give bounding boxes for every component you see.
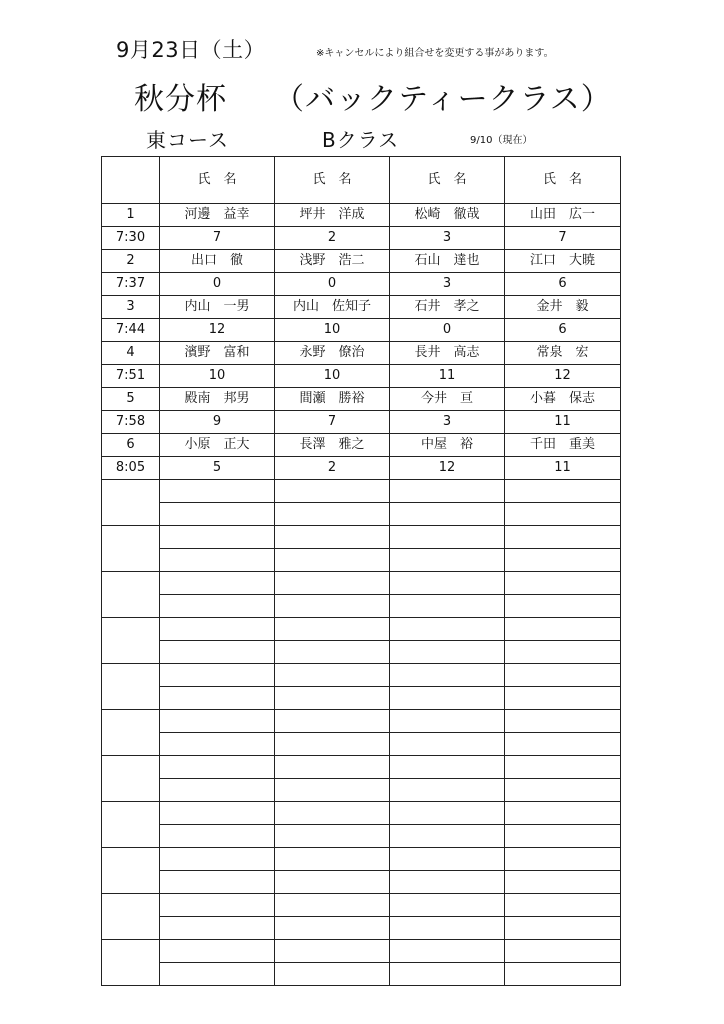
group-name-row <box>102 342 621 365</box>
empty-cell <box>505 549 621 572</box>
empty-group-cell <box>102 618 160 664</box>
empty-row <box>102 940 621 963</box>
empty-row <box>102 480 621 503</box>
empty-cell <box>275 963 390 986</box>
empty-row <box>102 871 621 894</box>
empty-cell <box>390 480 505 503</box>
empty-cell <box>160 733 275 756</box>
player-name: 石井 孝之 <box>390 296 505 319</box>
player-value: 3 <box>390 227 505 250</box>
empty-cell <box>160 894 275 917</box>
player-name: 浅野 浩二 <box>275 250 390 273</box>
cancellation-note: ※キャンセルにより組合せを変更する事があります。 <box>316 48 554 59</box>
player-name: 金井 毅 <box>505 296 621 319</box>
player-value: 10 <box>160 365 275 388</box>
empty-cell <box>160 848 275 871</box>
empty-cell <box>275 848 390 871</box>
empty-cell <box>505 848 621 871</box>
column-header: 氏 名 <box>390 157 505 204</box>
empty-cell <box>160 549 275 572</box>
player-name: 河邊 益幸 <box>160 204 275 227</box>
empty-cell <box>390 503 505 526</box>
empty-cell <box>390 710 505 733</box>
group-value-row <box>102 273 621 296</box>
group-name-row <box>102 204 621 227</box>
empty-cell <box>275 871 390 894</box>
player-value: 12 <box>160 319 275 342</box>
player-value: 9 <box>160 411 275 434</box>
empty-row <box>102 687 621 710</box>
empty-cell <box>390 595 505 618</box>
player-name: 間瀬 勝裕 <box>275 388 390 411</box>
player-value: 3 <box>390 411 505 434</box>
empty-cell <box>275 940 390 963</box>
event-date: 9月23日（土） <box>116 38 266 62</box>
empty-cell <box>160 687 275 710</box>
empty-cell <box>505 733 621 756</box>
empty-cell <box>160 871 275 894</box>
empty-cell <box>505 641 621 664</box>
player-value: 10 <box>275 365 390 388</box>
empty-row <box>102 618 621 641</box>
tee-time: 7:58 <box>102 411 160 434</box>
player-value: 0 <box>275 273 390 296</box>
empty-cell <box>160 963 275 986</box>
player-name: 永野 僚治 <box>275 342 390 365</box>
player-value: 11 <box>505 457 621 480</box>
player-name: 濱野 富和 <box>160 342 275 365</box>
player-value: 2 <box>275 227 390 250</box>
empty-cell <box>505 917 621 940</box>
player-name: 殿南 邦男 <box>160 388 275 411</box>
empty-group-cell <box>102 756 160 802</box>
group-value-row <box>102 319 621 342</box>
empty-cell <box>275 526 390 549</box>
empty-group-cell <box>102 710 160 756</box>
empty-cell <box>505 779 621 802</box>
group-value-row <box>102 365 621 388</box>
empty-cell <box>505 618 621 641</box>
course-name: 東コース <box>146 128 229 152</box>
group-name-row <box>102 434 621 457</box>
empty-cell <box>160 779 275 802</box>
empty-cell <box>275 549 390 572</box>
empty-cell <box>275 779 390 802</box>
empty-cell <box>275 595 390 618</box>
empty-row <box>102 756 621 779</box>
empty-cell <box>275 503 390 526</box>
empty-row <box>102 733 621 756</box>
group-name-row <box>102 250 621 273</box>
player-name: 内山 一男 <box>160 296 275 319</box>
empty-row <box>102 917 621 940</box>
player-value: 11 <box>390 365 505 388</box>
player-name: 千田 重美 <box>505 434 621 457</box>
empty-cell <box>505 940 621 963</box>
empty-row <box>102 848 621 871</box>
empty-group-cell <box>102 572 160 618</box>
empty-cell <box>160 618 275 641</box>
empty-cell <box>505 480 621 503</box>
empty-cell <box>390 848 505 871</box>
class-name: Bクラス <box>322 128 400 152</box>
empty-cell <box>275 917 390 940</box>
player-value: 0 <box>390 319 505 342</box>
group-value-row <box>102 227 621 250</box>
column-header: 氏 名 <box>160 157 275 204</box>
player-value: 7 <box>275 411 390 434</box>
empty-cell <box>505 894 621 917</box>
empty-cell <box>275 802 390 825</box>
player-name: 中屋 裕 <box>390 434 505 457</box>
player-name: 出口 徹 <box>160 250 275 273</box>
empty-cell <box>390 779 505 802</box>
empty-cell <box>160 503 275 526</box>
column-header: 氏 名 <box>275 157 390 204</box>
group-number: 4 <box>102 342 160 365</box>
empty-row <box>102 802 621 825</box>
player-name: 内山 佐知子 <box>275 296 390 319</box>
empty-group-cell <box>102 940 160 986</box>
player-value: 10 <box>275 319 390 342</box>
empty-row <box>102 503 621 526</box>
empty-row <box>102 664 621 687</box>
tee-time: 7:44 <box>102 319 160 342</box>
group-number: 1 <box>102 204 160 227</box>
empty-cell <box>390 871 505 894</box>
empty-cell <box>505 710 621 733</box>
empty-cell <box>390 963 505 986</box>
empty-cell <box>390 802 505 825</box>
player-value: 3 <box>390 273 505 296</box>
player-name: 坪井 洋成 <box>275 204 390 227</box>
empty-cell <box>275 572 390 595</box>
empty-cell <box>160 664 275 687</box>
empty-cell <box>390 618 505 641</box>
empty-cell <box>275 641 390 664</box>
group-name-row <box>102 388 621 411</box>
player-value: 7 <box>160 227 275 250</box>
empty-cell <box>275 710 390 733</box>
empty-cell <box>505 756 621 779</box>
group-number: 5 <box>102 388 160 411</box>
player-value: 12 <box>390 457 505 480</box>
empty-cell <box>505 664 621 687</box>
group-number: 2 <box>102 250 160 273</box>
player-value: 11 <box>505 411 621 434</box>
empty-cell <box>390 641 505 664</box>
empty-cell <box>275 480 390 503</box>
empty-cell <box>160 917 275 940</box>
tee-time: 7:37 <box>102 273 160 296</box>
empty-cell <box>160 572 275 595</box>
player-value: 2 <box>275 457 390 480</box>
empty-cell <box>390 572 505 595</box>
empty-cell <box>275 618 390 641</box>
player-name: 小暮 保志 <box>505 388 621 411</box>
tee-time: 8:05 <box>102 457 160 480</box>
empty-cell <box>505 595 621 618</box>
column-header: 氏 名 <box>505 157 621 204</box>
empty-row <box>102 549 621 572</box>
empty-group-cell <box>102 664 160 710</box>
tee-time: 7:51 <box>102 365 160 388</box>
empty-cell <box>275 825 390 848</box>
empty-row <box>102 779 621 802</box>
empty-row <box>102 641 621 664</box>
empty-row <box>102 595 621 618</box>
empty-group-cell <box>102 848 160 894</box>
empty-cell <box>505 802 621 825</box>
player-name: 山田 広一 <box>505 204 621 227</box>
empty-row <box>102 710 621 733</box>
empty-cell <box>160 940 275 963</box>
empty-cell <box>160 480 275 503</box>
player-value: 12 <box>505 365 621 388</box>
player-value: 6 <box>505 273 621 296</box>
empty-cell <box>160 710 275 733</box>
group-number: 6 <box>102 434 160 457</box>
empty-cell <box>505 825 621 848</box>
player-value: 0 <box>160 273 275 296</box>
empty-cell <box>390 733 505 756</box>
empty-cell <box>275 756 390 779</box>
empty-cell <box>505 572 621 595</box>
tee-time: 7:30 <box>102 227 160 250</box>
player-value: 5 <box>160 457 275 480</box>
player-name: 今井 亘 <box>390 388 505 411</box>
empty-row <box>102 963 621 986</box>
table-header-row <box>102 157 621 204</box>
empty-group-cell <box>102 802 160 848</box>
empty-group-cell <box>102 526 160 572</box>
empty-cell <box>275 664 390 687</box>
empty-cell <box>505 526 621 549</box>
empty-row <box>102 526 621 549</box>
group-value-row <box>102 457 621 480</box>
as-of-date: 9/10（現在） <box>470 135 533 146</box>
empty-cell <box>390 894 505 917</box>
player-value: 6 <box>505 319 621 342</box>
empty-cell <box>390 756 505 779</box>
empty-cell <box>505 871 621 894</box>
player-name: 松崎 徹哉 <box>390 204 505 227</box>
empty-cell <box>275 733 390 756</box>
player-name: 長澤 雅之 <box>275 434 390 457</box>
player-value: 7 <box>505 227 621 250</box>
empty-cell <box>505 687 621 710</box>
empty-cell <box>160 825 275 848</box>
empty-cell <box>160 526 275 549</box>
empty-cell <box>505 503 621 526</box>
player-name: 石山 達也 <box>390 250 505 273</box>
empty-cell <box>275 894 390 917</box>
empty-row <box>102 825 621 848</box>
empty-group-cell <box>102 894 160 940</box>
empty-cell <box>390 664 505 687</box>
player-name: 江口 大暁 <box>505 250 621 273</box>
empty-cell <box>390 917 505 940</box>
pairing-table <box>101 156 621 986</box>
empty-row <box>102 572 621 595</box>
empty-cell <box>160 802 275 825</box>
empty-group-cell <box>102 480 160 526</box>
empty-cell <box>390 549 505 572</box>
group-number: 3 <box>102 296 160 319</box>
empty-cell <box>160 641 275 664</box>
empty-cell <box>390 940 505 963</box>
empty-cell <box>160 595 275 618</box>
player-name: 長井 高志 <box>390 342 505 365</box>
group-header-cell <box>102 157 160 204</box>
empty-cell <box>390 687 505 710</box>
empty-row <box>102 894 621 917</box>
group-value-row <box>102 411 621 434</box>
empty-cell <box>505 963 621 986</box>
tournament-title: 秋分杯 （バックティークラス） <box>134 82 612 117</box>
player-name: 常泉 宏 <box>505 342 621 365</box>
player-name: 小原 正大 <box>160 434 275 457</box>
empty-cell <box>160 756 275 779</box>
empty-cell <box>390 526 505 549</box>
empty-cell <box>390 825 505 848</box>
empty-cell <box>275 687 390 710</box>
group-name-row <box>102 296 621 319</box>
